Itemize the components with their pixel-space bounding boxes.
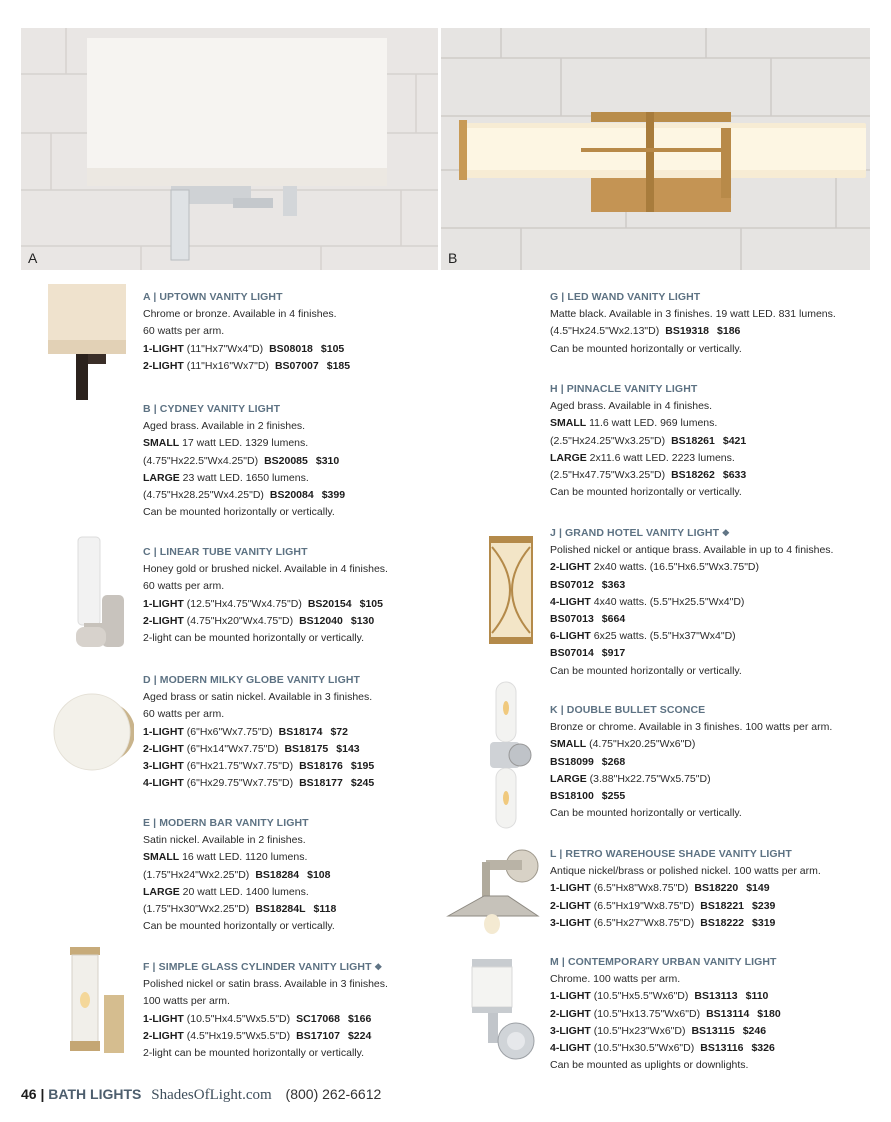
heading-separator: | (558, 291, 568, 303)
spec-text: 2-light can be mounted horizontally or vertically. (143, 1047, 364, 1060)
sku: BS07013 (550, 613, 594, 626)
sku: BS18222 (700, 916, 745, 929)
spec-line (550, 645, 880, 662)
spec-text: (10.5"Hx4.5"Wx5.5"D) (183, 1012, 291, 1025)
product-g (550, 289, 880, 358)
spec-line (550, 736, 880, 753)
footer-separator: | (40, 1086, 45, 1102)
footer-phone: (800) 262-6612 (285, 1086, 382, 1102)
spec-text: 2x40 watts. (16.5"Hx6.5"Wx3.75"D) (590, 561, 760, 574)
price: $421 (722, 434, 747, 447)
product-thumb-d (50, 688, 134, 776)
spec-line (550, 863, 880, 880)
product-thumb-f (66, 945, 126, 1057)
price: $268 (601, 755, 626, 768)
spec-line (143, 867, 473, 884)
spec-line (550, 663, 880, 680)
spec-text: (6"Hx29.75"Wx7.75"D) (183, 777, 294, 790)
sku: BS13116 (700, 1042, 744, 1055)
spec-line (143, 706, 473, 723)
spec-text: 23 watt LED. 1650 lumens. (179, 471, 309, 484)
spec-size-label: 2-LIGHT (143, 1029, 184, 1042)
spec-size-label: 2-LIGHT (143, 359, 184, 372)
spec-line (550, 771, 880, 788)
exclusive-icon: ❖ (371, 962, 383, 972)
product-heading (143, 672, 473, 689)
product-heading (143, 544, 473, 561)
spec-line (143, 918, 473, 935)
spec-size-label: 3-LIGHT (143, 760, 184, 773)
product-heading (550, 846, 880, 863)
product-e (143, 815, 473, 935)
spec-text: (4.75"Hx20.25"Wx6"D) (586, 738, 696, 751)
product-d (143, 672, 473, 792)
product-letter: E (143, 817, 151, 829)
spec-text: Antique nickel/brass or polished nickel. 100 watts per arm. (550, 865, 821, 878)
product-thumb-j (488, 535, 534, 645)
spec-text: 60 watts per arm. (143, 708, 225, 721)
price: $917 (601, 647, 626, 660)
product-heading (143, 289, 473, 306)
heading-separator: | (557, 704, 567, 716)
product-c (143, 544, 473, 647)
product-heading (550, 289, 880, 306)
product-name: RETRO WAREHOUSE SHADE VANITY LIGHT (565, 848, 792, 860)
sku: BS07012 (550, 578, 594, 591)
price: $246 (742, 1024, 767, 1037)
sku: BS18221 (700, 899, 745, 912)
product-f (143, 959, 473, 1062)
price: $105 (359, 597, 383, 610)
spec-text: (6"Hx14"Wx7.75"D) (183, 742, 279, 755)
product-name: MODERN BAR VANITY LIGHT (159, 817, 309, 829)
sku: BS19318 (665, 325, 710, 338)
sku: BS13114 (706, 1007, 750, 1020)
product-letter: B (143, 403, 151, 415)
spec-line (143, 775, 473, 792)
product-name: PINNACLE VANITY LIGHT (566, 383, 698, 395)
spec-line (143, 849, 473, 866)
price: $633 (722, 469, 747, 482)
spec-text: Chrome. 100 watts per arm. (550, 973, 681, 986)
heading-separator: | (557, 383, 567, 395)
product-k (550, 702, 880, 822)
product-letter: D (143, 674, 151, 686)
spec-text: 2x11.6 watt LED. 2223 lumens. (586, 451, 735, 464)
product-letter: G (550, 291, 559, 303)
page-footer (21, 1086, 381, 1104)
spec-line (550, 1006, 880, 1023)
spec-size-label: 2-LIGHT (143, 614, 184, 627)
heading-separator: | (556, 848, 566, 860)
hero-label-b: B (448, 250, 458, 266)
spec-text: (4.75"Hx20"Wx4.75"D) (183, 614, 294, 627)
spec-size-label: 2-LIGHT (550, 899, 591, 912)
product-l (550, 846, 880, 932)
spec-line (550, 323, 880, 340)
spec-line (550, 971, 880, 988)
spec-text: Can be mounted horizontally or vertically. (550, 486, 742, 499)
spec-line (143, 1045, 473, 1062)
price: $664 (601, 613, 626, 626)
footer-website: ShadesOfLight.com (151, 1087, 272, 1103)
spec-line (143, 741, 473, 758)
sku: BS18284 (255, 868, 300, 881)
product-heading (143, 401, 473, 418)
product-thumb-m (468, 955, 538, 1065)
sku: BS08018 (269, 342, 313, 355)
price: $224 (347, 1029, 372, 1042)
spec-size-label: SMALL (550, 738, 587, 751)
hero-label-a: A (28, 250, 38, 266)
spec-text: 6x25 watts. (5.5"Hx37"Wx4"D) (590, 630, 736, 643)
price: $239 (752, 899, 776, 912)
exclusive-icon: ❖ (719, 528, 730, 538)
spec-text: (6.5"Hx27"Wx8.75"D) (590, 916, 695, 929)
spec-text: (4.75"Hx28.25"Wx4.25"D) (143, 489, 264, 502)
spec-line (550, 484, 880, 501)
spec-line (550, 467, 880, 484)
spec-text: (2.5"Hx24.25"Wx3.25"D) (550, 434, 666, 447)
spec-line (550, 341, 880, 358)
spec-text: (1.75"Hx24"Wx2.25"D) (143, 868, 250, 881)
price: $185 (326, 359, 351, 372)
sku: BS18220 (694, 882, 739, 895)
spec-size-label: LARGE (550, 451, 587, 464)
spec-line (143, 487, 473, 504)
heading-separator: | (558, 956, 568, 968)
price: $399 (321, 489, 346, 502)
spec-line (550, 898, 880, 915)
spec-size-label: LARGE (550, 772, 587, 785)
spec-line (143, 358, 473, 375)
spec-size-label: 6-LIGHT (550, 630, 591, 643)
spec-line (143, 561, 473, 578)
price: $130 (350, 614, 375, 627)
spec-line (550, 754, 880, 771)
spec-line (143, 418, 473, 435)
spec-line (550, 988, 880, 1005)
spec-text: (11"Hx16"Wx7"D) (183, 359, 269, 372)
spec-text: Can be mounted horizontally or vertically. (550, 664, 742, 677)
spec-text: Polished nickel or satin brass. Available in 3 finishes. (143, 978, 388, 991)
heading-separator: | (150, 674, 160, 686)
product-name: UPTOWN VANITY LIGHT (159, 291, 283, 303)
spec-line (143, 993, 473, 1010)
spec-size-label: 1-LIGHT (143, 1012, 184, 1025)
spec-text: Can be mounted horizontally or vertically. (143, 920, 335, 933)
spec-line (550, 805, 880, 822)
product-name: LINEAR TUBE VANITY LIGHT (159, 546, 308, 558)
price: $195 (350, 760, 375, 773)
product-heading (550, 381, 880, 398)
spec-text: (1.75"Hx30"Wx2.25"D) (143, 903, 250, 916)
spec-line (550, 1023, 880, 1040)
spec-text: (10.5"Hx5.5"Wx6"D) (590, 990, 689, 1003)
sku: BS18100 (550, 790, 594, 803)
spec-size-label: 4-LIGHT (550, 595, 591, 608)
spec-text: Aged brass. Available in 4 finishes. (550, 400, 713, 413)
spec-size-label: SMALL (143, 851, 180, 864)
spec-text: 100 watts per arm. (143, 995, 230, 1008)
spec-line (550, 1057, 880, 1074)
spec-size-label: 4-LIGHT (143, 777, 184, 790)
product-heading (550, 525, 880, 542)
price: $143 (336, 742, 360, 755)
spec-text: (6"Hx21.75"Wx7.75"D) (183, 760, 294, 773)
product-letter: H (550, 383, 558, 395)
price: $110 (745, 990, 769, 1003)
sku: BS20154 (307, 597, 352, 610)
spec-line (550, 880, 880, 897)
spec-text: (11"Hx7"Wx4"D) (183, 342, 264, 355)
sku: SC17068 (296, 1012, 340, 1025)
footer-section: BATH LIGHTS (48, 1086, 142, 1102)
spec-text: (6.5"Hx19"Wx8.75"D) (590, 899, 695, 912)
sku: BS07014 (550, 647, 594, 660)
spec-size-label: 3-LIGHT (550, 916, 591, 929)
spec-line (550, 577, 880, 594)
spec-text: (12.5"Hx4.75"Wx4.75"D) (183, 597, 302, 610)
spec-text: (3.88"Hx22.75"Wx5.75"D) (586, 772, 711, 785)
spec-size-label: 1-LIGHT (143, 597, 184, 610)
spec-line (143, 901, 473, 918)
spec-line (143, 724, 473, 741)
product-heading (143, 959, 473, 976)
spec-text: (2.5"Hx47.75"Wx3.25"D) (550, 469, 666, 482)
heading-separator: | (149, 961, 159, 973)
price: $310 (315, 454, 340, 467)
spec-text: Satin nickel. Available in 2 finishes. (143, 834, 306, 847)
spec-text: Can be mounted horizontally or vertically. (550, 807, 742, 820)
spec-line (550, 788, 880, 805)
spec-line (550, 415, 880, 432)
price: $245 (350, 777, 375, 790)
spec-size-label: SMALL (550, 417, 587, 430)
product-heading (143, 815, 473, 832)
spec-line (143, 1011, 473, 1028)
spec-line (143, 630, 473, 647)
page-number: 46 (21, 1086, 37, 1102)
spec-line (143, 453, 473, 470)
spec-line (550, 915, 880, 932)
spec-line (550, 433, 880, 450)
spec-text: 60 watts per arm. (143, 580, 225, 593)
price: $255 (601, 790, 626, 803)
spec-text: Can be mounted as uplights or downlights. (550, 1059, 749, 1072)
spec-text: Aged brass. Available in 2 finishes. (143, 420, 306, 433)
spec-line (550, 594, 880, 611)
heading-separator: | (555, 527, 566, 539)
left-column (143, 289, 473, 1079)
product-name: CONTEMPORARY URBAN VANITY LIGHT (567, 956, 777, 968)
price: $166 (347, 1012, 372, 1025)
spec-line (143, 884, 473, 901)
product-heading (550, 954, 880, 971)
heading-separator: | (150, 291, 160, 303)
product-name: SIMPLE GLASS CYLINDER VANITY LIGHT (158, 961, 372, 973)
spec-line (550, 398, 880, 415)
heading-separator: | (150, 546, 160, 558)
spec-size-label: 2-LIGHT (550, 561, 591, 574)
spec-size-label: SMALL (143, 437, 180, 450)
spec-text: Can be mounted horizontally or vertically. (550, 342, 742, 355)
spec-text: Polished nickel or antique brass. Available in up to 4 finishes. (550, 544, 834, 557)
price: $149 (746, 882, 770, 895)
price: $72 (330, 725, 348, 738)
product-letter: J (550, 527, 556, 539)
heading-separator: | (150, 817, 160, 829)
product-j (550, 525, 880, 680)
product-heading (550, 702, 880, 719)
spec-text: (4.5"Hx24.5"Wx2.13"D) (550, 325, 660, 338)
spec-text: 2-light can be mounted horizontally or vertically. (143, 632, 364, 645)
sku: BS13115 (691, 1024, 735, 1037)
spec-line (550, 542, 880, 559)
spec-line (143, 758, 473, 775)
spec-text: Bronze or chrome. Available in 3 finishes. 100 watts per arm. (550, 721, 833, 734)
spec-line (143, 689, 473, 706)
spec-size-label: 4-LIGHT (550, 1042, 591, 1055)
spec-line (550, 1040, 880, 1057)
product-letter: F (143, 961, 150, 973)
spec-line (143, 470, 473, 487)
product-name: LED WAND VANITY LIGHT (567, 291, 701, 303)
spec-text: 20 watt LED. 1400 lumens. (179, 885, 309, 898)
price: $105 (320, 342, 345, 355)
spec-line (143, 341, 473, 358)
product-b (143, 401, 473, 521)
spec-size-label: 1-LIGHT (143, 725, 184, 738)
spec-text: (4.75"Hx22.5"Wx4.25"D) (143, 454, 259, 467)
sku: BS18175 (284, 742, 329, 755)
hero-photo-a (21, 28, 438, 270)
sku: BS07007 (274, 359, 319, 372)
spec-text: (10.5"Hx30.5"Wx6"D) (590, 1042, 695, 1055)
spec-text: 11.6 watt LED. 969 lumens. (586, 417, 718, 430)
sku: BS20084 (269, 489, 314, 502)
spec-line (143, 613, 473, 630)
spec-line (550, 719, 880, 736)
spec-text: (10.5"Hx23"Wx6"D) (590, 1024, 686, 1037)
spec-text: (10.5"Hx13.75"Wx6"D) (590, 1007, 701, 1020)
sku: BS18262 (671, 469, 715, 482)
spec-line (143, 306, 473, 323)
spec-line (143, 596, 473, 613)
product-thumb-c (70, 535, 126, 650)
spec-size-label: 3-LIGHT (550, 1024, 591, 1037)
spec-text: Chrome or bronze. Available in 4 finishes. (143, 308, 337, 321)
spec-size-label: 1-LIGHT (143, 342, 184, 355)
product-name: CYDNEY VANITY LIGHT (159, 403, 281, 415)
spec-line (143, 435, 473, 452)
spec-text: 16 watt LED. 1120 lumens. (179, 851, 308, 864)
price: $108 (307, 868, 331, 881)
spec-size-label: 1-LIGHT (550, 882, 591, 895)
spec-line (550, 628, 880, 645)
spec-text: Can be mounted horizontally or vertically. (143, 506, 335, 519)
spec-line (143, 504, 473, 521)
sku: BS18174 (278, 725, 323, 738)
price: $186 (717, 325, 741, 338)
sku: BS18261 (671, 434, 715, 447)
product-thumb-a (46, 282, 128, 402)
spec-line (143, 1028, 473, 1045)
spec-size-label: LARGE (143, 885, 180, 898)
sku: BS18176 (299, 760, 343, 773)
spec-size-label: 1-LIGHT (550, 990, 591, 1003)
sku: BS17107 (296, 1029, 340, 1042)
spec-line (143, 976, 473, 993)
sku: BS18177 (299, 777, 343, 790)
heading-separator: | (150, 403, 160, 415)
spec-line (143, 578, 473, 595)
spec-text: (6.5"Hx8"Wx8.75"D) (590, 882, 689, 895)
spec-size-label: 2-LIGHT (550, 1007, 591, 1020)
product-name: GRAND HOTEL VANITY LIGHT (565, 527, 720, 539)
sku: BS12040 (299, 614, 343, 627)
product-thumb-k (486, 680, 536, 830)
spec-text: (4.5"Hx19.5"Wx5.5"D) (183, 1029, 291, 1042)
product-letter: M (550, 956, 559, 968)
sku: BS13113 (694, 990, 738, 1003)
spec-line (143, 832, 473, 849)
product-letter: A (143, 291, 151, 303)
spec-text: Honey gold or brushed nickel. Available in 4 finishes. (143, 563, 388, 576)
price: $180 (757, 1007, 781, 1020)
spec-text: (6"Hx6"Wx7.75"D) (183, 725, 273, 738)
spec-line (550, 611, 880, 628)
spec-size-label: LARGE (143, 471, 180, 484)
price: $118 (313, 903, 337, 916)
hero-photo-b (441, 28, 870, 270)
spec-line (550, 306, 880, 323)
product-name: MODERN MILKY GLOBE VANITY LIGHT (159, 674, 361, 686)
spec-line (550, 559, 880, 576)
spec-size-label: 2-LIGHT (143, 742, 184, 755)
price: $363 (601, 578, 626, 591)
spec-text: Aged brass or satin nickel. Available in 3 finishes. (143, 691, 373, 704)
product-letter: K (550, 704, 558, 716)
product-name: DOUBLE BULLET SCONCE (566, 704, 706, 716)
price: $326 (751, 1042, 775, 1055)
product-h (550, 381, 880, 501)
spec-text: 17 watt LED. 1329 lumens. (179, 437, 309, 450)
spec-line (143, 323, 473, 340)
product-m (550, 954, 880, 1074)
right-column (550, 289, 880, 1079)
product-a (143, 289, 473, 375)
product-letter: C (143, 546, 151, 558)
sku: BS20085 (264, 454, 308, 467)
spec-line (550, 450, 880, 467)
spec-text: Matte black. Available in 3 finishes. 19 watt LED. 831 lumens. (550, 308, 836, 321)
sku: BS18099 (550, 755, 594, 768)
price: $319 (752, 916, 776, 929)
sku: BS18284L (255, 903, 306, 916)
spec-text: 4x40 watts. (5.5"Hx25.5"Wx4"D) (590, 595, 745, 608)
product-letter: L (550, 848, 557, 860)
spec-text: 60 watts per arm. (143, 325, 225, 338)
